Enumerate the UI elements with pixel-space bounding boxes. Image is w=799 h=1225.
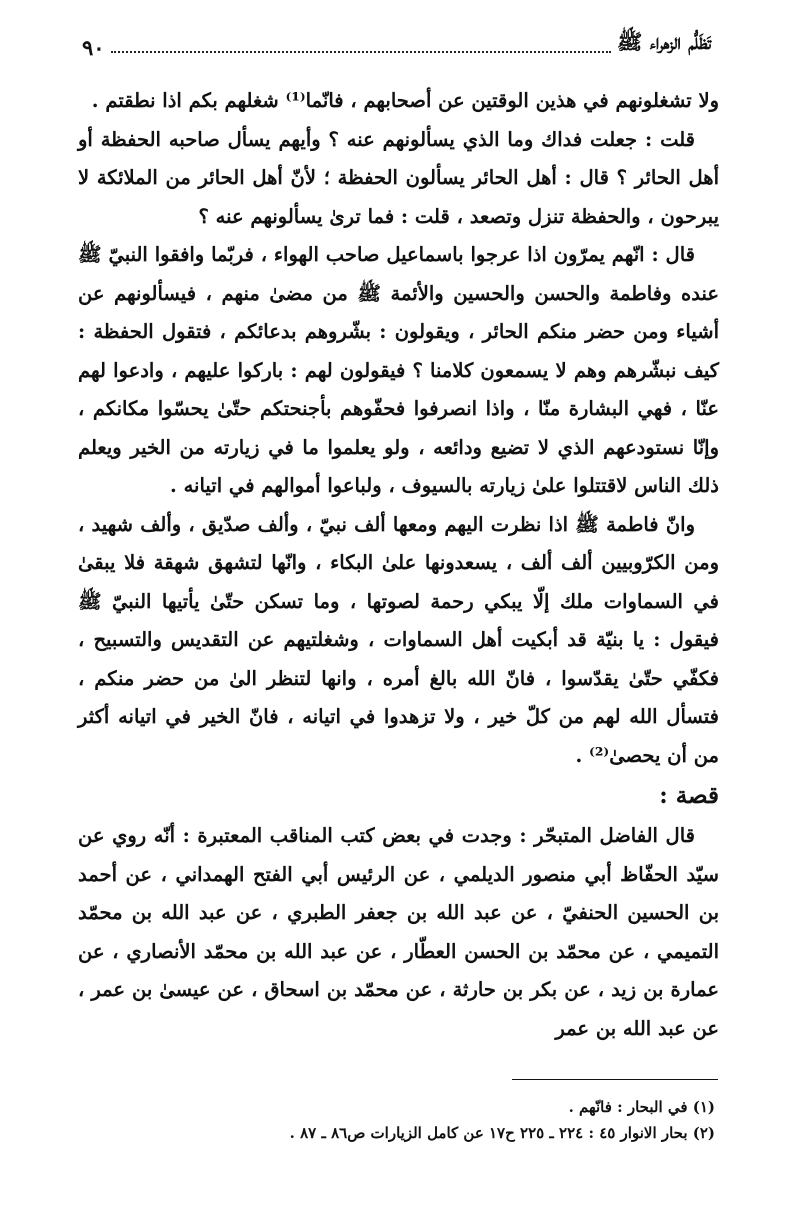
page-number: ٩٠ [82, 35, 105, 60]
footnote-1: (١) في البحار : فانّهم . [568, 1098, 715, 1116]
footnotes [82, 1094, 715, 1146]
paragraph-2: قلت : جعلت فداك وما الذي يسألونهم عنه ؟ وأيهم يسأل صاحبه الحفظة أو أهل الحائر ؟ قال : أهل الحائر يسألون الحفظة ؛ لأنّ أهل الحائر من الملائكة لا يبرحون ، والحفظة تنزل وتصعد ، قلت : فما ترىٰ يسألونهم عنه ؟ [78, 127, 719, 228]
running-title: تَظَلُّم الزهراء ﷺ [617, 29, 711, 54]
running-header [82, 28, 711, 60]
story-paragraph: قال الفاضل المتبحّر : وجدت في بعض كتب المناقب المعتبرة : أنّه روي عن سيّد الحفّاظ أبي منصور الديلمي ، عن الرئيس أبي الفتح الهمداني ، عن أحمد بن الحسين الحنفيّ ، عن عبد الله بن جعفر الطبري ، عن عبد الله بن محمّد التميمي ، عن محمّد بن الحسن العطّار ، عن عبد الله بن محمّد الأنصاري ، عن عمارة بن زيد ، عن بكر بن حارثة ، عن محمّد بن اسحاق ، عن عيسىٰ بن عمر ، عن عبد الله بن عمر [78, 824, 719, 1040]
header-leader-dots [111, 50, 611, 53]
section-heading: قصة : [659, 782, 719, 809]
paragraph-1: ولا تشغلونهم في هذين الوقتين عن أصحابهم ، فانّما⁽¹⁾ شغلهم بكم اذا نطقتم . [91, 89, 719, 112]
paragraph-3: قال : انّهم يمرّون اذا عرجوا باسماعيل صاحب الهواء ، فربّما وافقوا النبيّ ﷺ عنده وفاطمة والحسن والحسين والأئمة ﷺ من مضىٰ منهم ، فيسألونهم عن أشياء ومن حضر منكم الحائر ، ويقولون : بشّروهم بدعائكم ، فتقول الحفظة : كيف نبشّرهم وهم لا يسمعون كلامنا ؟ فيقولون لهم : باركوا عليهم ، وادعوا لهم عنّا ، فهي البشارة منّا ، واذا انصرفوا فحفّوهم بأجنحتكم حتّىٰ يحسّوا مكانكم ، وإنّا نستودعهم الذي لا تضيع ودائعه ، ولو يعلموا ما في زيارته من الخير ويعلم ذلك الناس لاقتتلوا علىٰ زيارته بالسيوف ، ولباعوا أموالهم في اتيانه . [78, 243, 719, 497]
footnote-2: (٢) بحار الانوار ٤٥ : ٢٢٤ ـ ٢٢٥ ح١٧ عن كامل الزيارات ص٨٦ ـ ٨٧ . [289, 1124, 715, 1142]
footnote-divider [512, 1079, 718, 1080]
main-text [78, 82, 719, 1048]
paragraph-4: وانّ فاطمة ﷺ اذا نظرت اليهم ومعها ألف نبيّ ، وألف صدّيق ، وألف شهيد ، ومن الكرّوبيين ألف ألف ، يسعدونها علىٰ البكاء ، وانّها لتشهق شهقة فلا يبقىٰ في السماوات ملك إلّا يبكي رحمة لصوتها ، وما تسكن حتّىٰ يأتيها النبيّ ﷺ فيقول : يا بنيّة قد أبكيت أهل السماوات ، وشغلتيهم عن التقديس والتسبيح ، فكفّي حتّىٰ يقدّسوا ، فانّ الله بالغ أمره ، وانها لتنظر الىٰ من حضر منكم ، فتسأل الله لهم من كلّ خير ، ولا تزهدوا في اتيانه ، فانّ الخير في اتيانه أكثر من أن يحصىٰ⁽²⁾ . [78, 512, 719, 767]
